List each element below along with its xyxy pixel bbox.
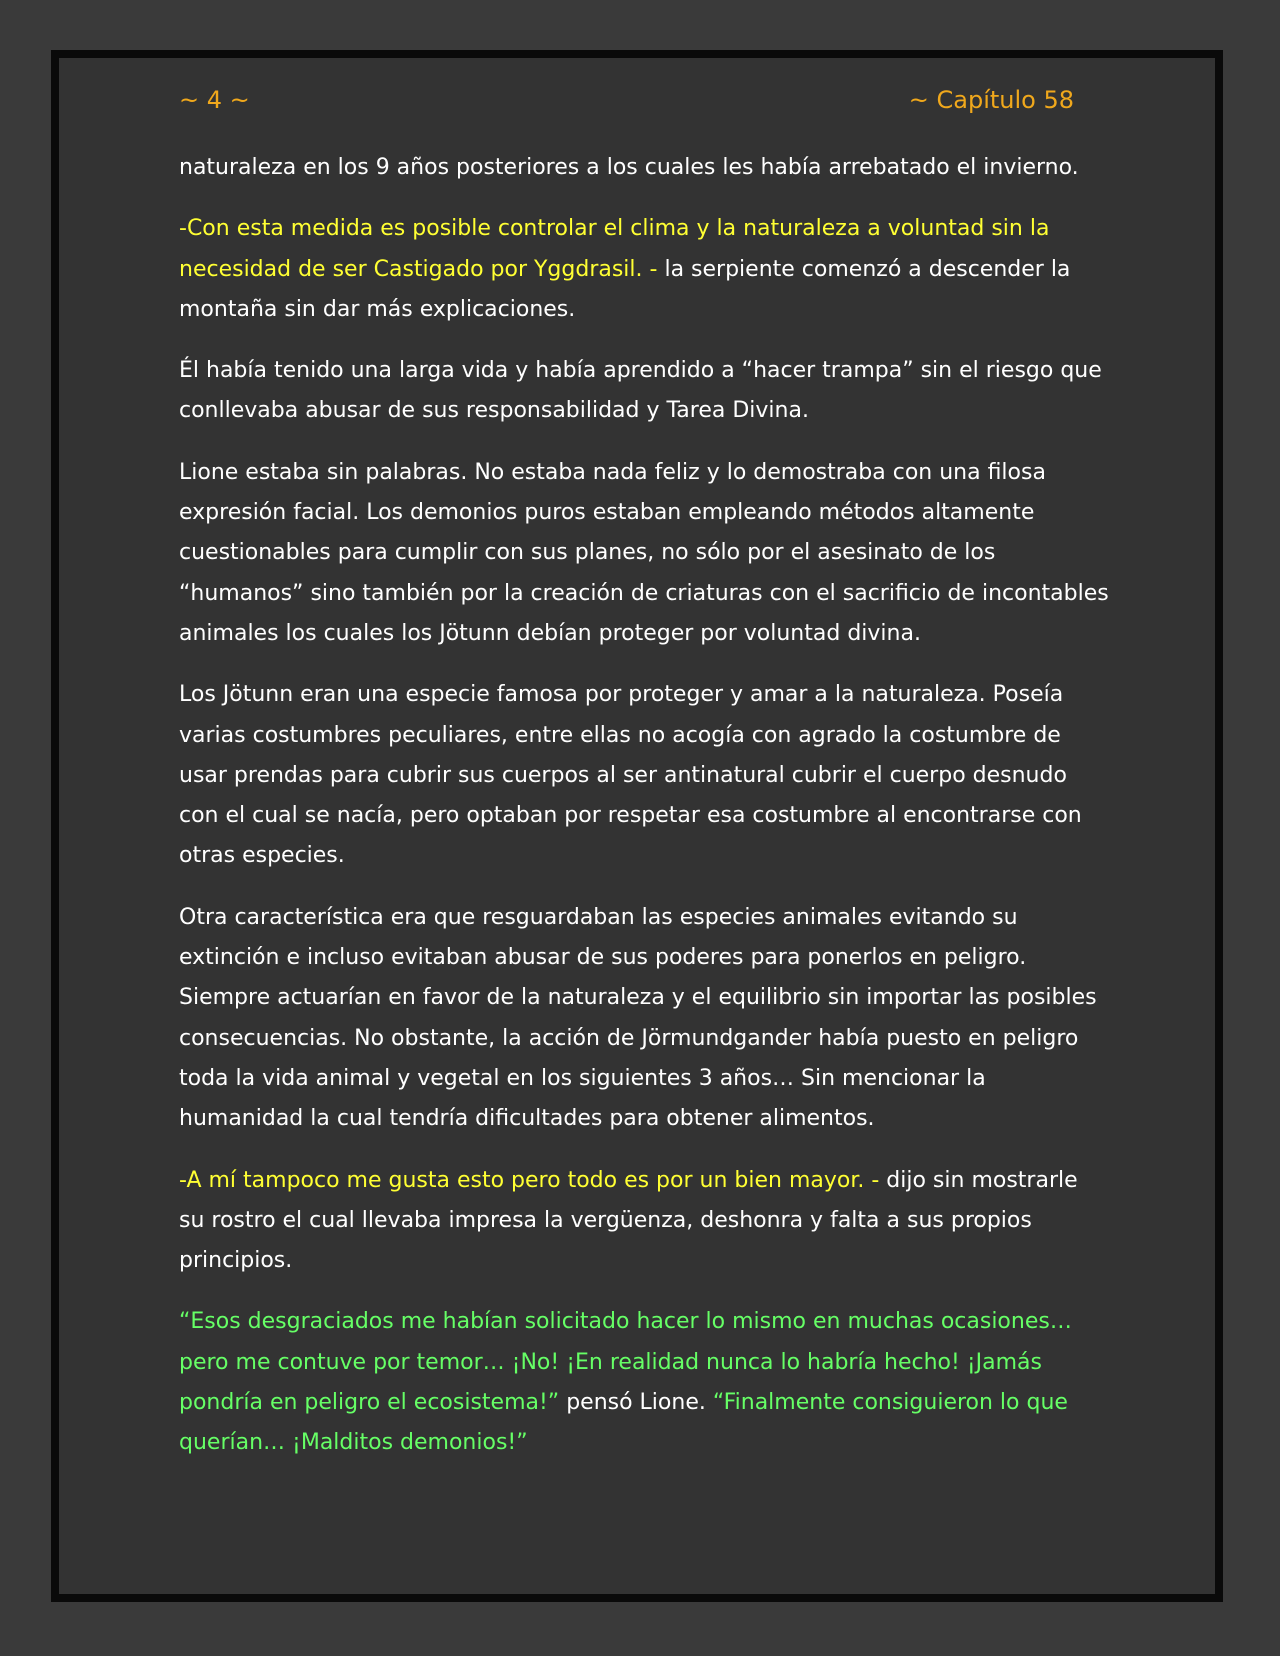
paragraph-4: Lione estaba sin palabras. No estaba nada feliz y lo demostraba con una filosa expresión facial. Los demonios puros estaban empleando métodos altamente cuestionables para cumplir con sus planes, no sólo por el asesinato de los “humanos” sino también por la creación de criaturas con el sacrificio de incontables animales los cuales los Jötunn debían proteger por voluntad divina. <box>179 459 1109 646</box>
narration: dijo sin mostrarle su rostro el cual llevaba impresa la vergüenza, deshonra y falta a sus propios principios. <box>179 1167 1078 1274</box>
paragraph-6: Otra característica era que resguardaban las especies animales evitando su extinción e incluso evitaban abusar de sus poderes para ponerlos en peligro. Siempre actuarían en favor de la naturaleza y el equilibrio sin importar las posibles consecuencias. No obstante, la acción de Jörmundgander había puesto en peligro toda la vida animal y vegetal en los siguientes 3 años… Sin mencionar la humanidad la cual tendría dificultades para obtener alimentos. <box>179 904 1097 1132</box>
paragraph-3: Él había tenido una larga vida y había aprendido a “hacer trampa” sin el riesgo que conllevaba abusar de sus responsabilidad y Tarea Divina. <box>179 358 1102 424</box>
thought-lione: “Esos desgraciados me habían solicitado hacer lo mismo en muchas ocasiones… pero me contuve por temor… ¡No! ¡En realidad nunca lo habría hecho! ¡Jamás pondría en peligro el ecosistema!” <box>179 1309 1072 1416</box>
narration: la serpiente comenzó a descender la montaña sin dar más explicaciones. <box>179 256 1071 322</box>
chapter-title: ~ Capítulo 58 <box>908 86 1074 114</box>
page-header <box>179 86 1074 120</box>
paragraph-5: Los Jötunn eran una especie famosa por proteger y amar a la naturaleza. Poseía varias costumbres peculiares, entre ellas no acogía con agrado la costumbre de usar prendas para cubrir sus cuerpos al ser antinatural cubrir el cuerpo desnudo con el cual se nacía, pero optaban por respetar esa costumbre al encontrarse con otras especies. <box>179 682 1082 869</box>
paragraph-1: naturaleza en los 9 años posteriores a los cuales les había arrebatado el invierno. <box>179 155 1079 180</box>
dialogue-serpent: -A mí tampoco me gusta esto pero todo es por un bien mayor. - <box>179 1167 880 1193</box>
chapter-body <box>179 148 1109 1485</box>
paragraph-2 <box>179 209 1109 330</box>
paragraph-8 <box>179 1302 1109 1463</box>
paragraph-7 <box>179 1161 1109 1282</box>
narration: pensó Lione. <box>559 1390 713 1416</box>
dialogue-serpent: -Con esta medida es posible controlar el clima y la naturaleza a voluntad sin la necesidad de ser Castigado por Yggdrasil. - <box>179 216 1050 282</box>
thought-lione: “Finalmente consiguieron lo que querían… ¡Malditos demonios!” <box>179 1390 1068 1456</box>
page-number: ~ 4 ~ <box>179 86 250 114</box>
book-page <box>51 50 1223 1602</box>
